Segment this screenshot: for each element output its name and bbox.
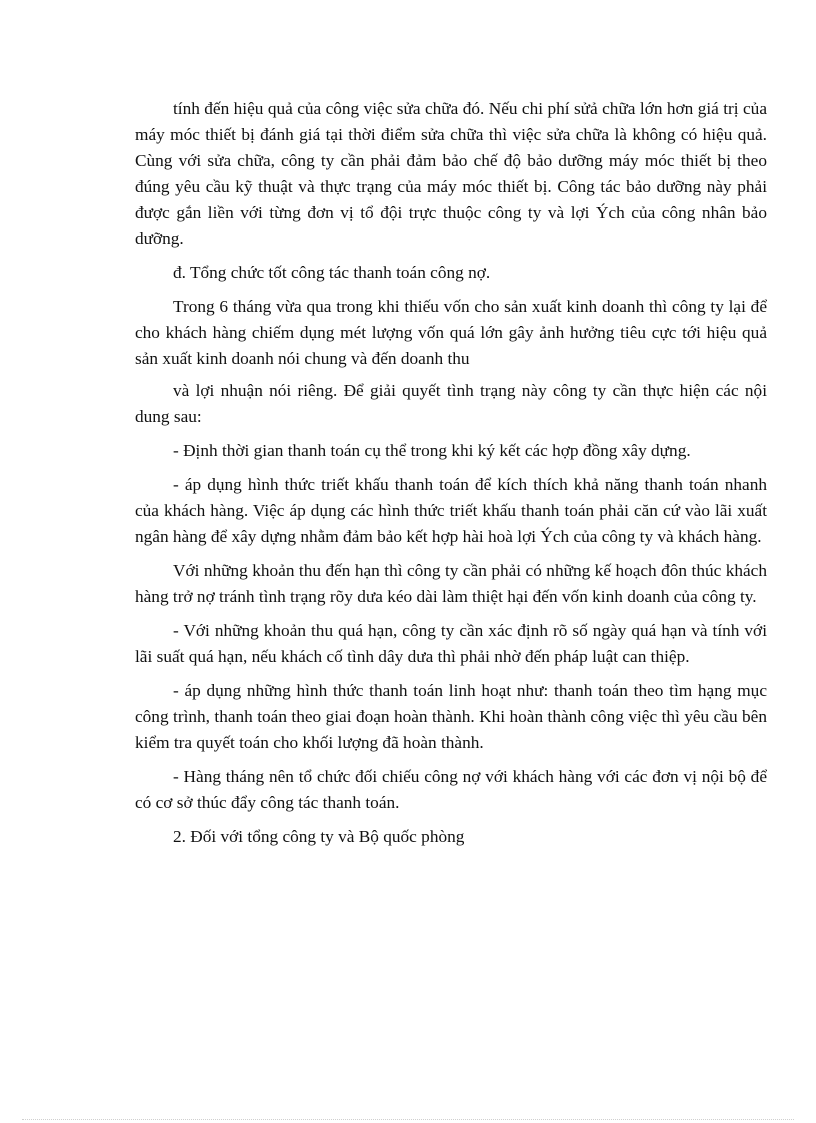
section-heading-corporation: 2. Đối với tổng công ty và Bộ quốc phòng (173, 827, 465, 846)
list-item-discount: - áp dụng hình thức triết khấu thanh toán để kích thích khả năng thanh toán nhanh của khách hàng. Việc áp dụng các hình thức triết khấu thanh toán phải căn cứ vào lãi xuất ngân hàng để xây dựng nhằm đảm bảo kết hợp hài hoà lợi Ých của công ty và khách hàng. (135, 475, 767, 546)
paragraph-solution-intro: và lợi nhuận nói riêng. Để giải quyết tình trạng này công ty cần thực hiện các nội dung sau: (135, 381, 767, 426)
paragraph-due-receivables: Với những khoản thu đến hạn thì công ty cần phải có những kế hoạch đôn thúc khách hàng trở nợ tránh tình trạng rõy dưa kéo dài làm thiệt hại đến vốn kinh doanh của công ty. (135, 561, 767, 606)
list-item-payment-time: - Định thời gian thanh toán cụ thể trong khi ký kết các hợp đồng xây dựng. (173, 441, 691, 460)
page-bottom-divider (22, 1119, 794, 1120)
paragraph-capital-shortage: Trong 6 tháng vừa qua trong khi thiếu vốn cho sản xuất kinh doanh thì công ty lại để cho khách hàng chiếm dụng mét lượng vốn quá lớn gây ảnh hưởng tiêu cực tới hiệu quả sản xuất kinh doanh nói chung và đến doanh thu (135, 297, 767, 368)
list-item-flexible-payment: - áp dụng những hình thức thanh toán linh hoạt như: thanh toán theo tìm hạng mục công trình, thanh toán theo giai đoạn hoàn thành. Khi hoàn thành công việc thì yêu cầu bên kiểm tra quyết toán cho khối lượng đã hoàn thành. (135, 681, 767, 752)
paragraph-repair-efficiency: tính đến hiệu quả của công việc sửa chữa đó. Nếu chi phí sửả chữa lớn hơn giá trị của máy móc thiết bị đánh giá tại thời điểm sửa chữa thì việc sửa chữa là không có hiệu quả. Cùng với sửa chữa, công ty cần phải đảm bảo chế độ bảo dưỡng máy móc thiết bị theo đúng yêu cầu kỹ thuật và thực trạng của máy móc thiết bị. Công tác bảo dưỡng này phải được gắn liền với từng đơn vị tổ đội trực thuộc công ty và lợi Ých của công nhân bảo dưỡng. (135, 99, 767, 248)
document-body (135, 96, 767, 858)
list-item-monthly-reconciliation: - Hàng tháng nên tổ chức đối chiếu công nợ với khách hàng với các đơn vị nội bộ để có cơ sở thúc đẩy công tác thanh toán. (135, 767, 767, 812)
heading-debt-payment: đ. Tổng chức tốt công tác thanh toán công nợ. (173, 263, 491, 282)
list-item-overdue: - Với những khoản thu quá hạn, công ty cần xác định rõ số ngày quá hạn và tính với lãi suất quá hạn, nếu khách cố tình dây dưa thì phải nhờ đến pháp luật can thiệp. (135, 621, 767, 666)
